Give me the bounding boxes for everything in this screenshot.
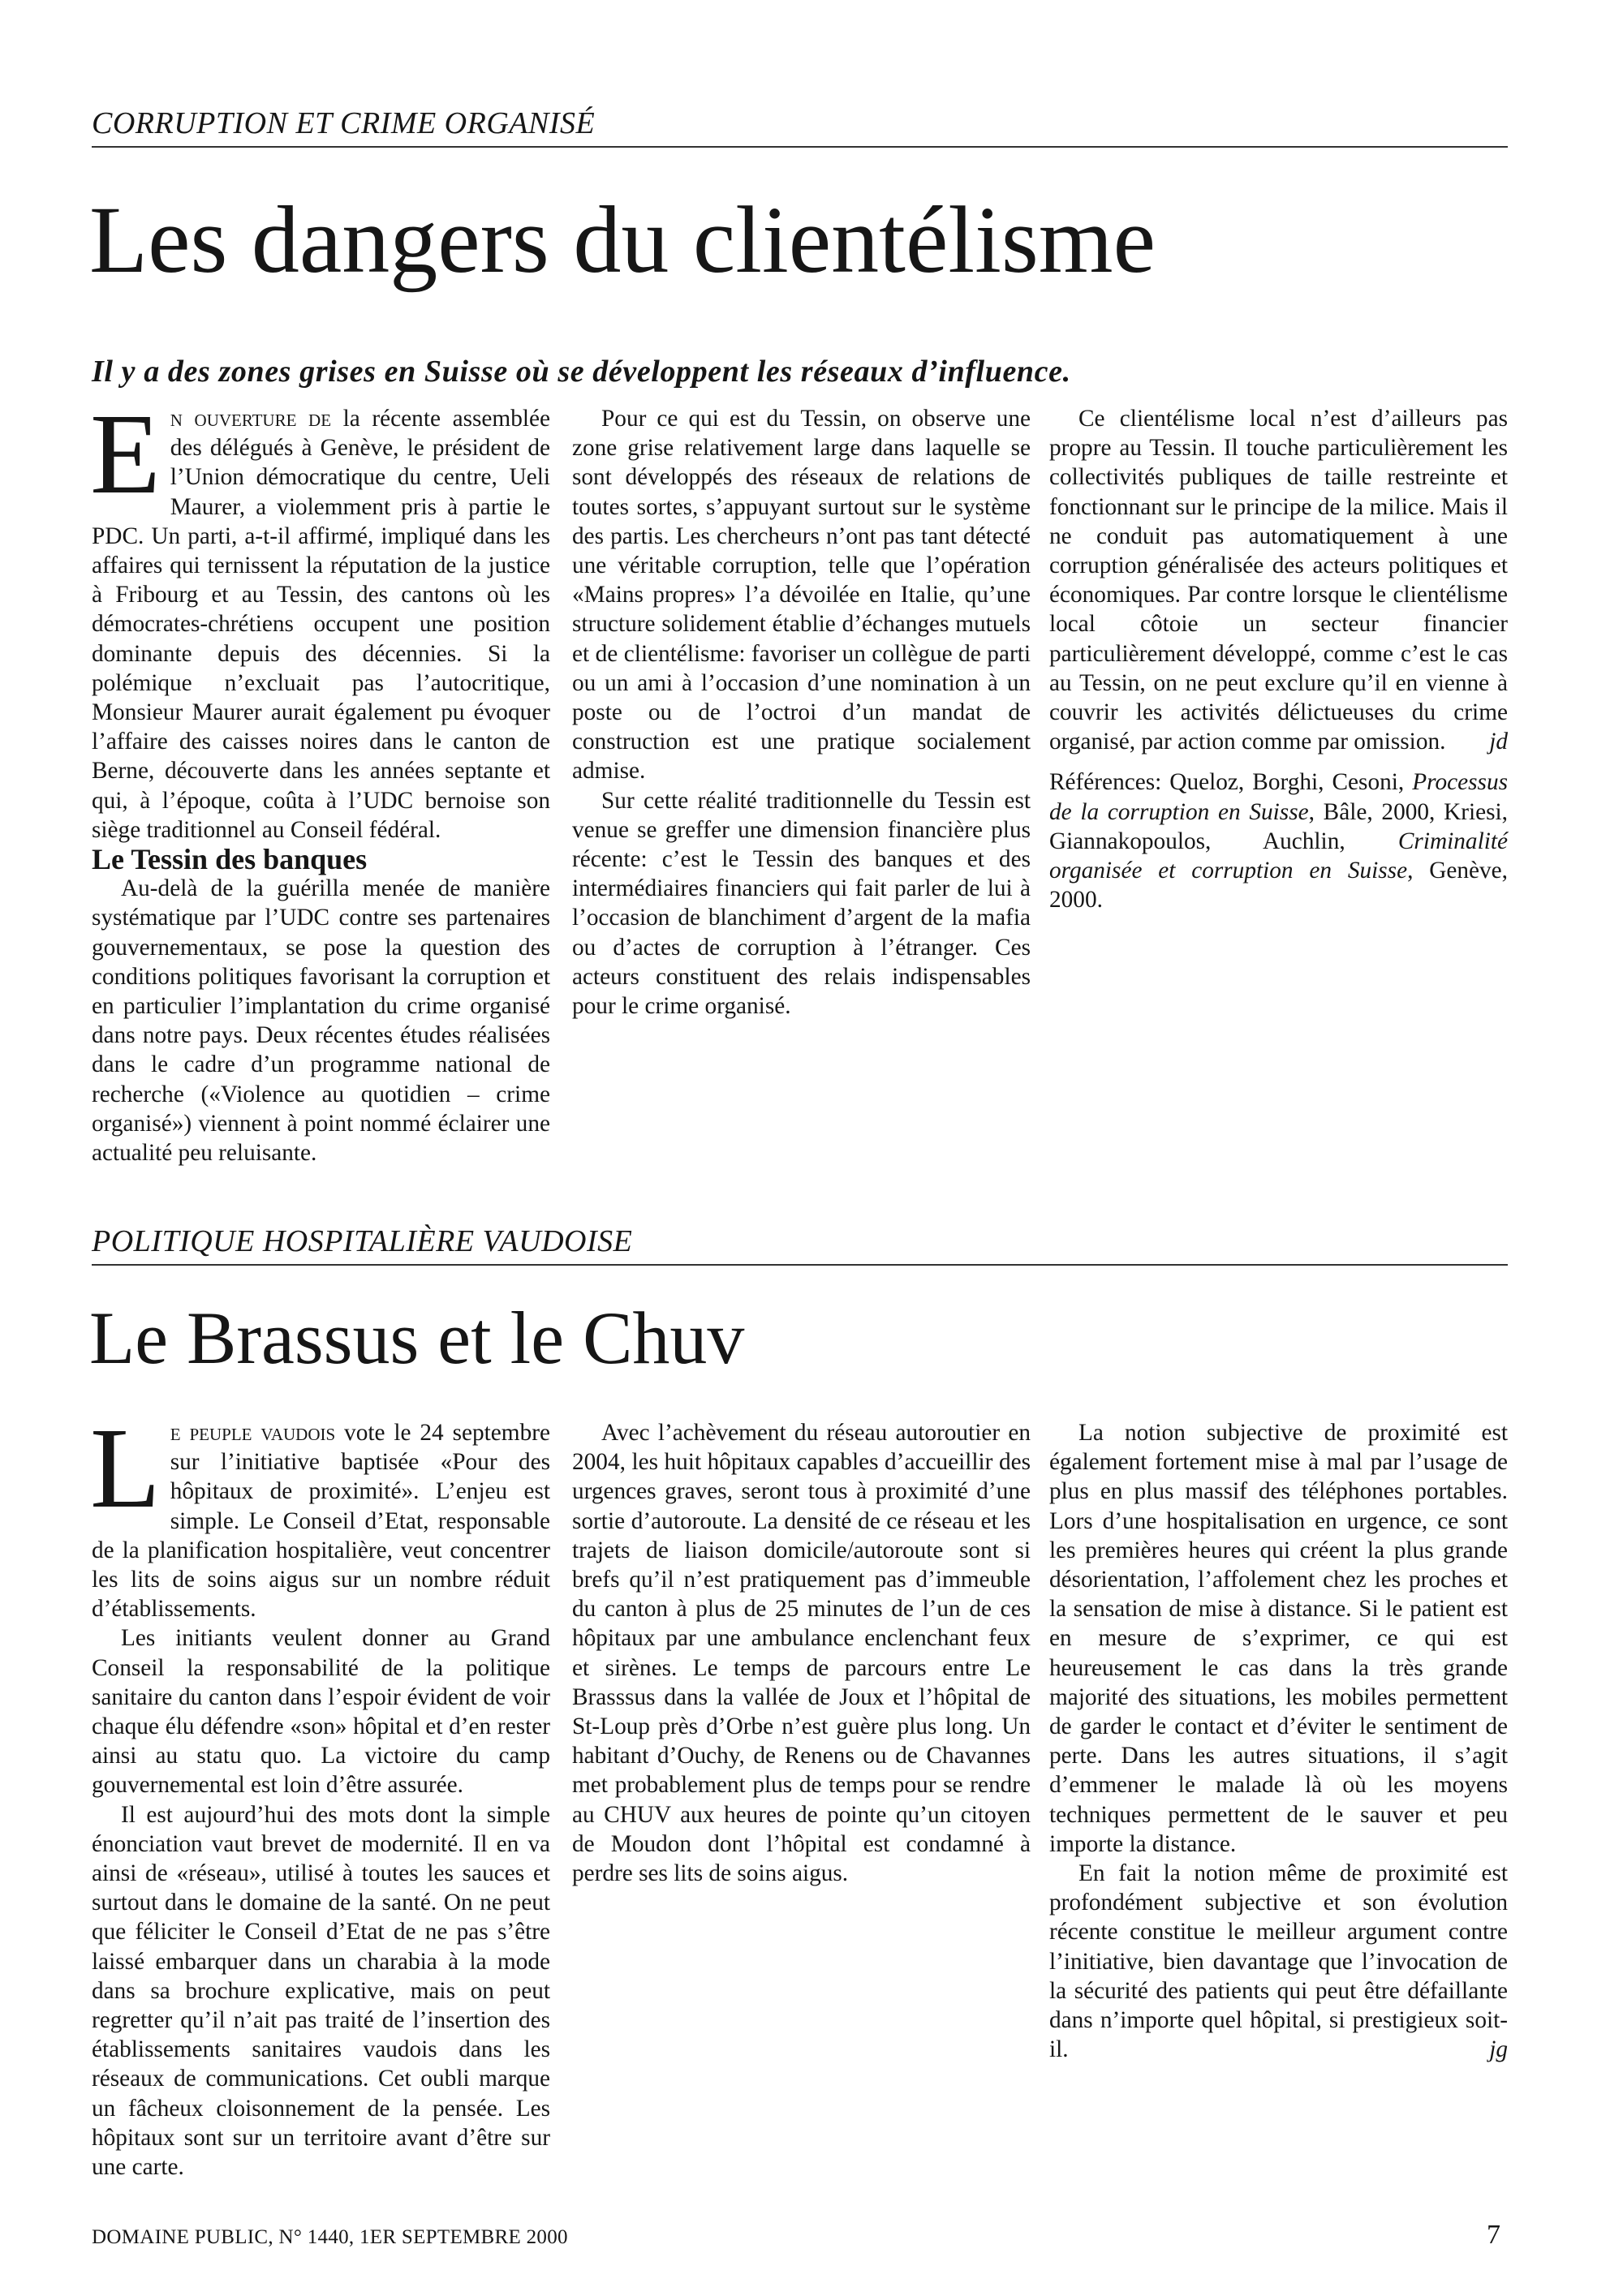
references-text: , Bâle, 2000, Kriesi, Giannakopoulos, Auchlin, bbox=[1049, 798, 1508, 854]
drop-cap: L bbox=[90, 1404, 161, 1532]
article1-column-2 bbox=[572, 404, 1031, 1021]
article2-paragraph-6 bbox=[1049, 1859, 1508, 2064]
article1-paragraph-1 bbox=[90, 389, 550, 845]
section-kicker: POLITIQUE HOSPITALIÈRE VAUDOISE bbox=[92, 1223, 1508, 1266]
drop-cap: E bbox=[90, 389, 161, 518]
article1-column-3 bbox=[1049, 404, 1508, 914]
reference-title: Processus de la corruption en Suisse bbox=[1049, 769, 1508, 825]
page-number: 7 bbox=[1487, 2220, 1500, 2250]
reference-title: Criminalité organisée et corruption en Suisse bbox=[1049, 828, 1508, 884]
paragraph-text: Ce clientélisme local n’est d’ailleurs pas propre au Tessin. Il touche particulièrement les collectivités publiques de taille restreinte et fonctionnant sur le principe de la milice. Mais il ne conduit pas automatiquement à une corruption généralisée des acteurs politiques et économiques. Par contre lorsque le clientélisme local côtoie un secteur financier particulièrement développé, comme c’est le cas au Tessin, on ne peut exclure qu’il en vienne à couvrir les activités délictueuses du crime organisé, par action comme par omission. bbox=[1049, 406, 1508, 755]
small-caps-opening: e peuple vaudois bbox=[170, 1420, 336, 1446]
article1-paragraph-5 bbox=[1049, 404, 1508, 756]
subheading: Le Tessin des banques bbox=[92, 843, 368, 876]
article1-paragraph-2: Au-delà de la guérilla menée de manière systématique par l’UDC contre ses partenaires gouvernementaux, se pose la question des conditions politiques favorisant la corruption et en particulier l’implantation du crime organisé dans notre pays. Deux récentes études réalisées dans le cadre d’un programme national de recherche («Violence au quotidien – crime organisé») viennent à point nommé éclairer une actualité peu reluisante. bbox=[92, 875, 550, 1167]
section-kicker: CORRUPTION ET CRIME ORGANISÉ bbox=[92, 105, 1508, 148]
article2-paragraph-4: Avec l’achèvement du réseau autoroutier en 2004, les huit hôpitaux capables d’accueillir des urgences graves, seront tous à proximité d’une sortie d’autoroute. La densité de ce réseau et les trajets de liaison domicile/autoroute sont si brefs qu’il n’est pratiquement pas d’immeuble du canton à plus de 25 minutes de l’un de ces hôpitaux par une ambulance enclenchant feux et sirènes. Le temps de parcours entre Le Brasssus dans la vallée de Joux et l’hôpital de St-Loup près d’Orbe n’est guère plus long. Un habitant d’Ouchy, de Renens ou de Chavannes met probablement plus de temps pour se rendre au CHUV aux heures de pointe qu’un citoyen de Moudon dont l’hôpital est condamné à perdre ses lits de soins aigus. bbox=[572, 1420, 1031, 1887]
paragraph-text: la récente assemblée des délégués à Genève, le président de l’Union démocratique du centre, Ueli Maurer, a violemment pris à partie le PDC. Un parti, a-t-il affirmé, impliqué dans les affaires qui ternissent la réputation de la justice à Fribourg et au Tessin, des cantons où les démocrates-chrétiens occupent une position dominante depuis des décennies. Si la polémique n’excluait pas l’autocritique, Monsieur Maurer aurait également pu évoquer l’affaire des caisses noires dans le canton de Berne, découverte dans les années septante et qui, à l’époque, coûta à l’UDC bernoise son siège traditionnel au Conseil fédéral. bbox=[92, 406, 550, 843]
author-signature: jg bbox=[1489, 2036, 1508, 2063]
article-headline: Le Brassus et le Chuv bbox=[89, 1296, 745, 1379]
article-headline: Les dangers du clientélisme bbox=[89, 187, 1156, 293]
article2-column-3 bbox=[1049, 1418, 1508, 2064]
article2-paragraph-5: La notion subjective de proximité est également fortement mise à mal par l’usage de plus en plus massif des téléphones portables. Lors d’une hospitalisation en urgence, ce sont les premières heures qui créent la plus grande désorientation, l’affolement chez les proches et la sensation de mise à distance. Si le patient est en mesure de s’exprimer, ce qui est heureusement le cas dans la très grande majorité des situations, les mobiles permettent de garder le contact et d’éviter le sentiment de perte. Dans les autres situations, il s’agit d’emmener le malade là où les moyens techniques permettent de le sauver et peu importe la distance. bbox=[1049, 1420, 1508, 1857]
article2-paragraph-1 bbox=[90, 1404, 550, 1623]
article2-paragraph-3: Il est aujourd’hui des mots dont la simple énonciation vaut brevet de modernité. Il en va ainsi de «réseau», utilisé à toutes les sauces et surtout dans le domaine de la santé. On ne peut que féliciter le Conseil d’Etat de ne pas s’être laissé embarquer dans un charabia à la mode dans sa brochure explicative, mais on peut regretter qu’il n’ait pas traité de l’insertion des établissements sanitaires vaudois dans les réseaux de communications. Cet oubli marque un fâcheux cloisonnement de la pensée. Les hôpitaux sont sur un territoire avant d’être sur une carte. bbox=[92, 1801, 550, 2181]
article-lead: Il y a des zones grises en Suisse où se développent les réseaux d’influence. bbox=[92, 355, 1071, 389]
article1-paragraph-3: Pour ce qui est du Tessin, on observe une zone grise relativement large dans laquelle se sont développés des réseaux de relations de toutes sortes, s’appuyant surtout sur le système des partis. Les chercheurs n’ont pas tant détecté une véritable corruption, telle que l’opération «Mains propres» l’a dévoilée en Italie, qu’une structure solidement établie d’échanges mutuels et de clientélisme: favoriser un collègue de parti ou un ami à l’occasion d’une nomination à un poste ou de l’octroi d’un mandat de construction est une pratique socialement admise. bbox=[572, 406, 1031, 785]
references bbox=[1049, 767, 1508, 914]
references-text: Références: Queloz, Borghi, Cesoni, bbox=[1049, 769, 1413, 796]
page-footer: DOMAINE PUBLIC, N° 1440, 1ER SEPTEMBRE 2000 bbox=[92, 2226, 568, 2248]
article1-paragraph-4: Sur cette réalité traditionnelle du Tessin est venue se greffer une dimension financière plus récente: c’est le Tessin des banques et des intermédiaires financiers qui fait parler de lui à l’occasion de blanchiment d’argent de la mafia ou d’actes de corruption à l’étranger. Ces acteurs constituent des relais indispensables pour le crime organisé. bbox=[572, 787, 1031, 1020]
references-text: , Genève, 2000. bbox=[1049, 858, 1509, 914]
author-signature: jd bbox=[1489, 729, 1508, 755]
paragraph-text: vote le 24 septembre sur l’initiative baptisée «Pour des hôpitaux de proximité». L’enjeu est simple. Le Conseil d’Etat, responsable de la planification hospitalière, veut concentrer les lits de soins aigus sur un nombre réduit d’établissements. bbox=[92, 1420, 550, 1623]
article2-column-1 bbox=[90, 1404, 550, 2182]
article2-paragraph-2: Les initiants veulent donner au Grand Conseil la responsabilité de la politique sanitaire du canton dans l’espoir évident de voir chaque élu défendre «son» hôpital et d’en rester ainsi au statu quo. La victoire du camp gouvernemental est loin d’être assurée. bbox=[92, 1625, 550, 1799]
article2-column-2 bbox=[572, 1418, 1031, 1888]
small-caps-opening: n ouverture de bbox=[170, 406, 332, 432]
paragraph-text: En fait la notion même de proximité est profondément subjective et son évolution récente constitue le meilleur argument contre l’initiative, bien davantage que l’invocation de la sécurité des patients qui peut être défaillante dans n’importe quel hôpital, si prestigieux soit-il. bbox=[1049, 1860, 1508, 2063]
article1-column-1 bbox=[90, 389, 550, 1167]
